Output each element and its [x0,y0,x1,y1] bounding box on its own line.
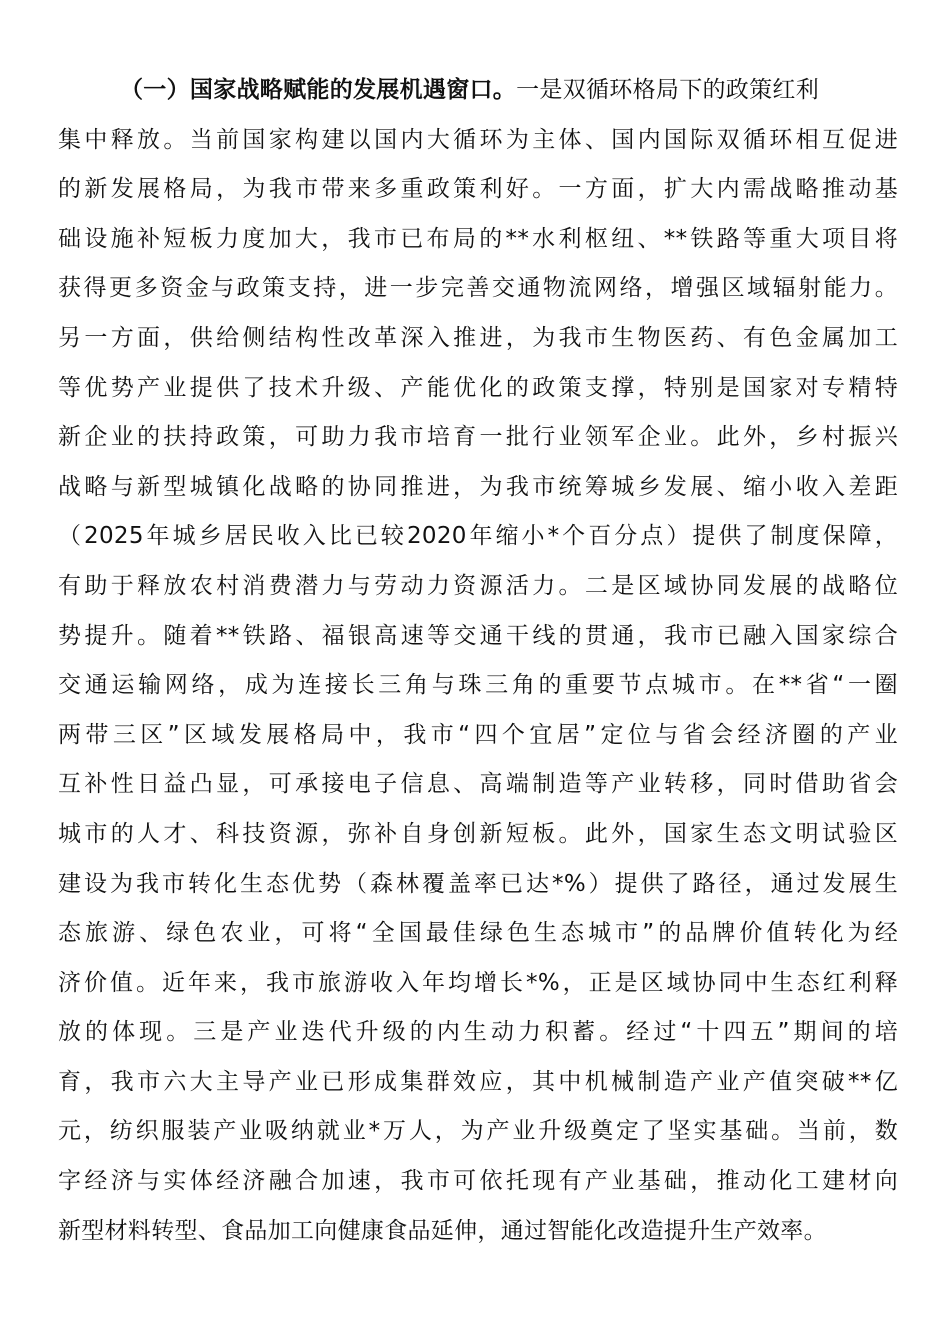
paragraph-line: （2025年城乡居民收入比已较2020年缩小*个百分点）提供了制度保障， [58,523,898,550]
paragraph-line: 集中释放。当前国家构建以国内大循环为主体、国内国际双循环相互促进 [58,126,898,153]
paragraph-line: 势提升。随着**铁路、福银高速等交通干线的贯通，我市已融入国家综合 [58,622,898,649]
paragraph-line: 交通运输网络，成为连接长三角与珠三角的重要节点城市。在**省“一圈 [58,672,898,699]
paragraph-line: 态旅游、绿色农业，可将“全国最佳绿色生态城市”的品牌价值转化为经 [58,920,898,947]
paragraph-line: 育，我市六大主导产业已形成集群效应，其中机械制造产业产值突破**亿 [58,1068,898,1095]
paragraph-line: 两带三区”区域发展格局中，我市“四个宜居”定位与省会经济圈的产业 [58,721,898,748]
paragraph-line: 城市的人才、科技资源，弥补自身创新短板。此外，国家生态文明试验区 [58,820,898,847]
body-paragraph [58,66,898,1256]
paragraph-line-1 [58,66,898,116]
paragraph-line: 础设施补短板力度加大，我市已布局的**水利枢纽、**铁路等重大项目将 [58,225,898,252]
paragraph-line: 放的体现。三是产业迭代升级的内生动力积蓄。经过“十四五”期间的培 [58,1019,898,1046]
paragraph-line: 济价值。近年来，我市旅游收入年均增长*%，正是区域协同中生态红利释 [58,969,898,996]
paragraph-line: 互补性日益凸显，可承接电子信息、高端制造等产业转移，同时借助省会 [58,771,898,798]
paragraph-line: 字经济与实体经济融合加速，我市可依托现有产业基础，推动化工建材向 [58,1168,898,1195]
section-heading: （一）国家战略赋能的发展机遇窗口。 [120,77,517,103]
paragraph-line: 新型材料转型、食品加工向健康食品延伸，通过智能化改造提升生产效率。 [58,1217,827,1244]
paragraph-line: 战略与新型城镇化战略的协同推进，为我市统筹城乡发展、缩小收入差距 [58,473,898,500]
paragraph-line: 获得更多资金与政策支持，进一步完善交通物流网络，增强区域辐射能力。 [58,275,898,302]
paragraph-line: 另一方面，供给侧结构性改革深入推进，为我市生物医药、有色金属加工 [58,324,898,351]
paragraph-line: 新企业的扶持政策，可助力我市培育一批行业领军企业。此外，乡村振兴 [58,424,898,451]
paragraph-line: 等优势产业提供了技术升级、产能优化的政策支撑，特别是国家对专精特 [58,374,898,401]
paragraph-line: 元，纺织服装产业吸纳就业*万人，为产业升级奠定了坚实基础。当前，数 [58,1118,898,1145]
paragraph-line: 建设为我市转化生态优势（森林覆盖率已达*%）提供了路径，通过发展生 [58,870,898,897]
paragraph-line: 有助于释放农村消费潜力与劳动力资源活力。二是区域协同发展的战略位 [58,572,898,599]
first-line-text: 一是双循环格局下的政策红利 [516,77,820,103]
paragraph-line: 的新发展格局，为我市带来多重政策利好。一方面，扩大内需战略推动基 [58,176,898,203]
